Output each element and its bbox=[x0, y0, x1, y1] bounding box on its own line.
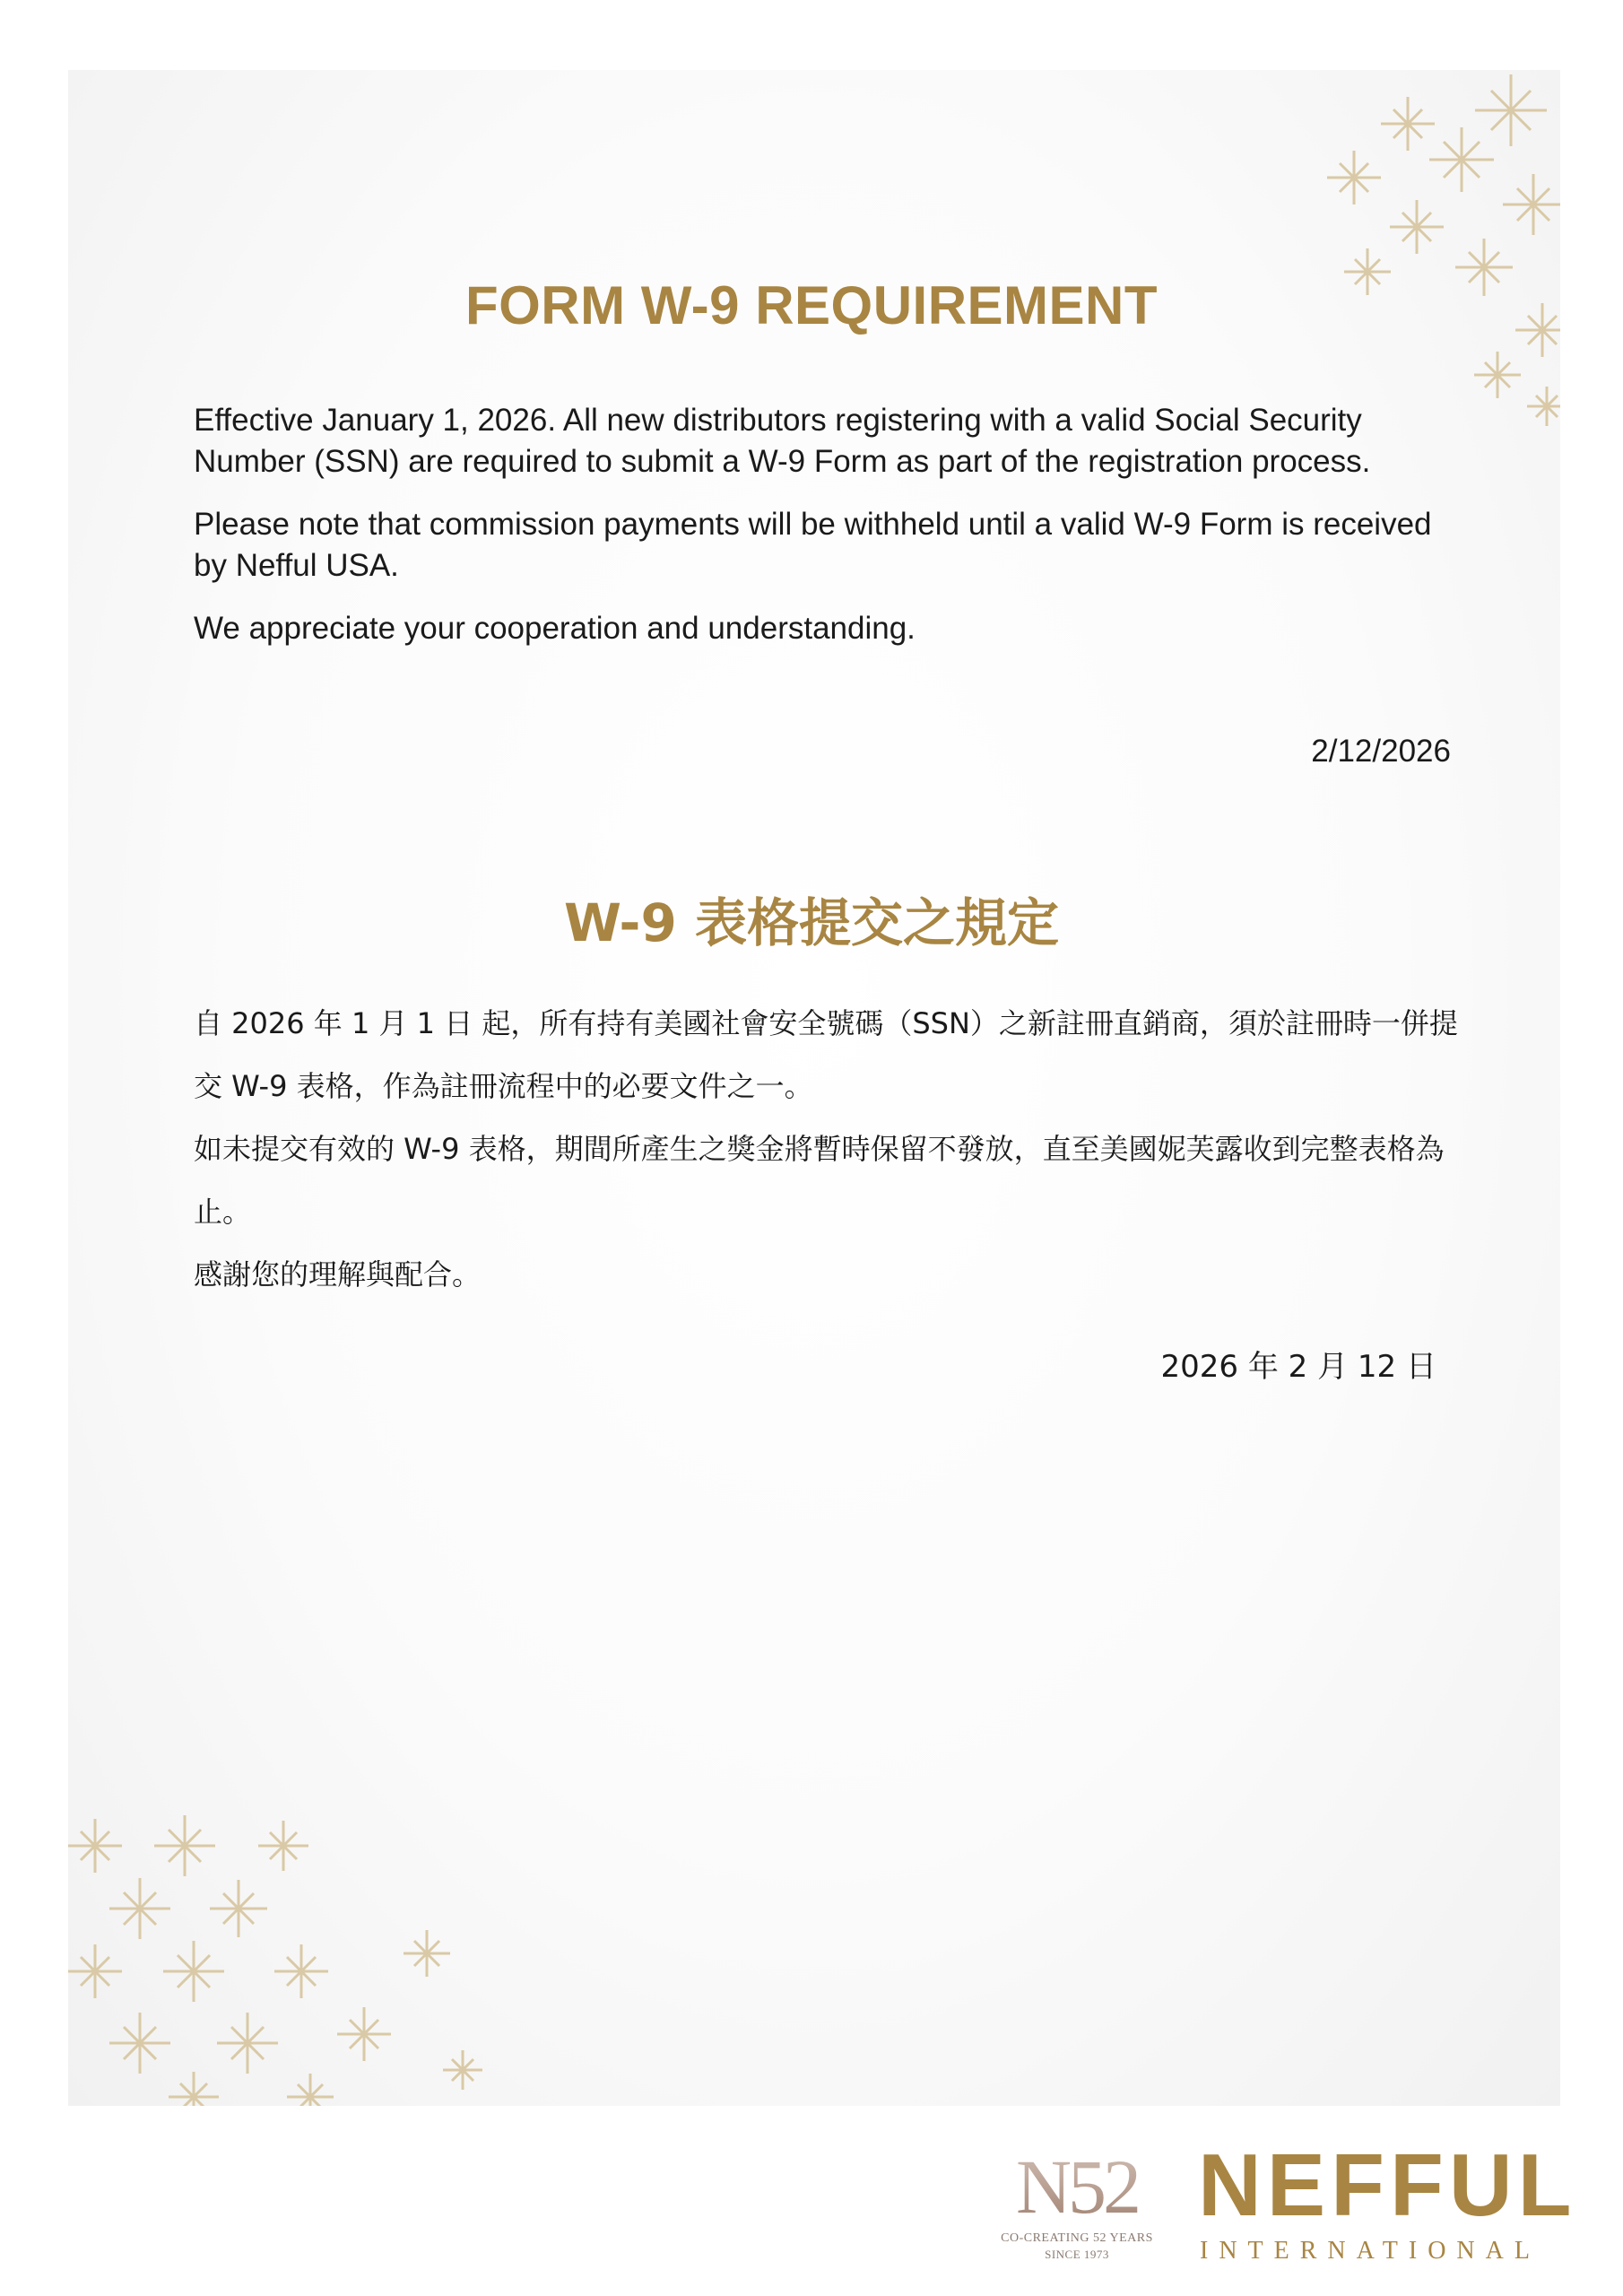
chinese-paragraph-commission: 如未提交有效的 W-9 表格，期間所產生之獎金將暫時保留不發放，直至美國妮芙露收到完整表格為止。 bbox=[194, 1132, 1445, 1229]
chinese-date: 2026 年 2 月 12 日 bbox=[1160, 1349, 1436, 1385]
chinese-paragraph-effective: 自 2026 年 1 月 1 日 起，所有持有美國社會安全號碼（SSN）之新註冊直銷商，須於註冊時一併提交 W-9 表格，作為註冊流程中的必要文件之一。 bbox=[194, 1006, 1458, 1103]
anniversary-tagline: CO-CREATING 52 YEARS bbox=[1001, 2231, 1153, 2245]
english-paragraph-thanks: We appreciate your cooperation and understanding. bbox=[194, 611, 916, 646]
chinese-title: W-9 表格提交之規定 bbox=[564, 892, 1059, 953]
sparkle-pattern-top-right bbox=[1237, 70, 1560, 429]
english-paragraph-commission: Please note that commission payments will be withheld until a valid W-9 Form is received by Nefful USA. bbox=[194, 507, 1432, 583]
english-paragraph-effective: Effective January 1, 2026. All new distributors registering with a valid Social Security Number (SSN) are required to submit a W-9 Form as part of the registration process. bbox=[194, 403, 1371, 479]
english-title: FORM W-9 REQUIREMENT bbox=[464, 275, 1159, 335]
english-date: 2/12/2026 bbox=[1311, 734, 1451, 769]
brand-logo-name: NEFFUL bbox=[1198, 2135, 1577, 2234]
anniversary-since: SINCE 1973 bbox=[1045, 2248, 1109, 2261]
anniversary-logo-mark: N52 bbox=[992, 2144, 1162, 2230]
sparkle-pattern-bottom-left bbox=[68, 1810, 499, 2106]
brand-logo-subtitle: INTERNATIONAL bbox=[1200, 2237, 1541, 2265]
chinese-paragraph-thanks: 感謝您的理解與配合。 bbox=[194, 1257, 482, 1292]
